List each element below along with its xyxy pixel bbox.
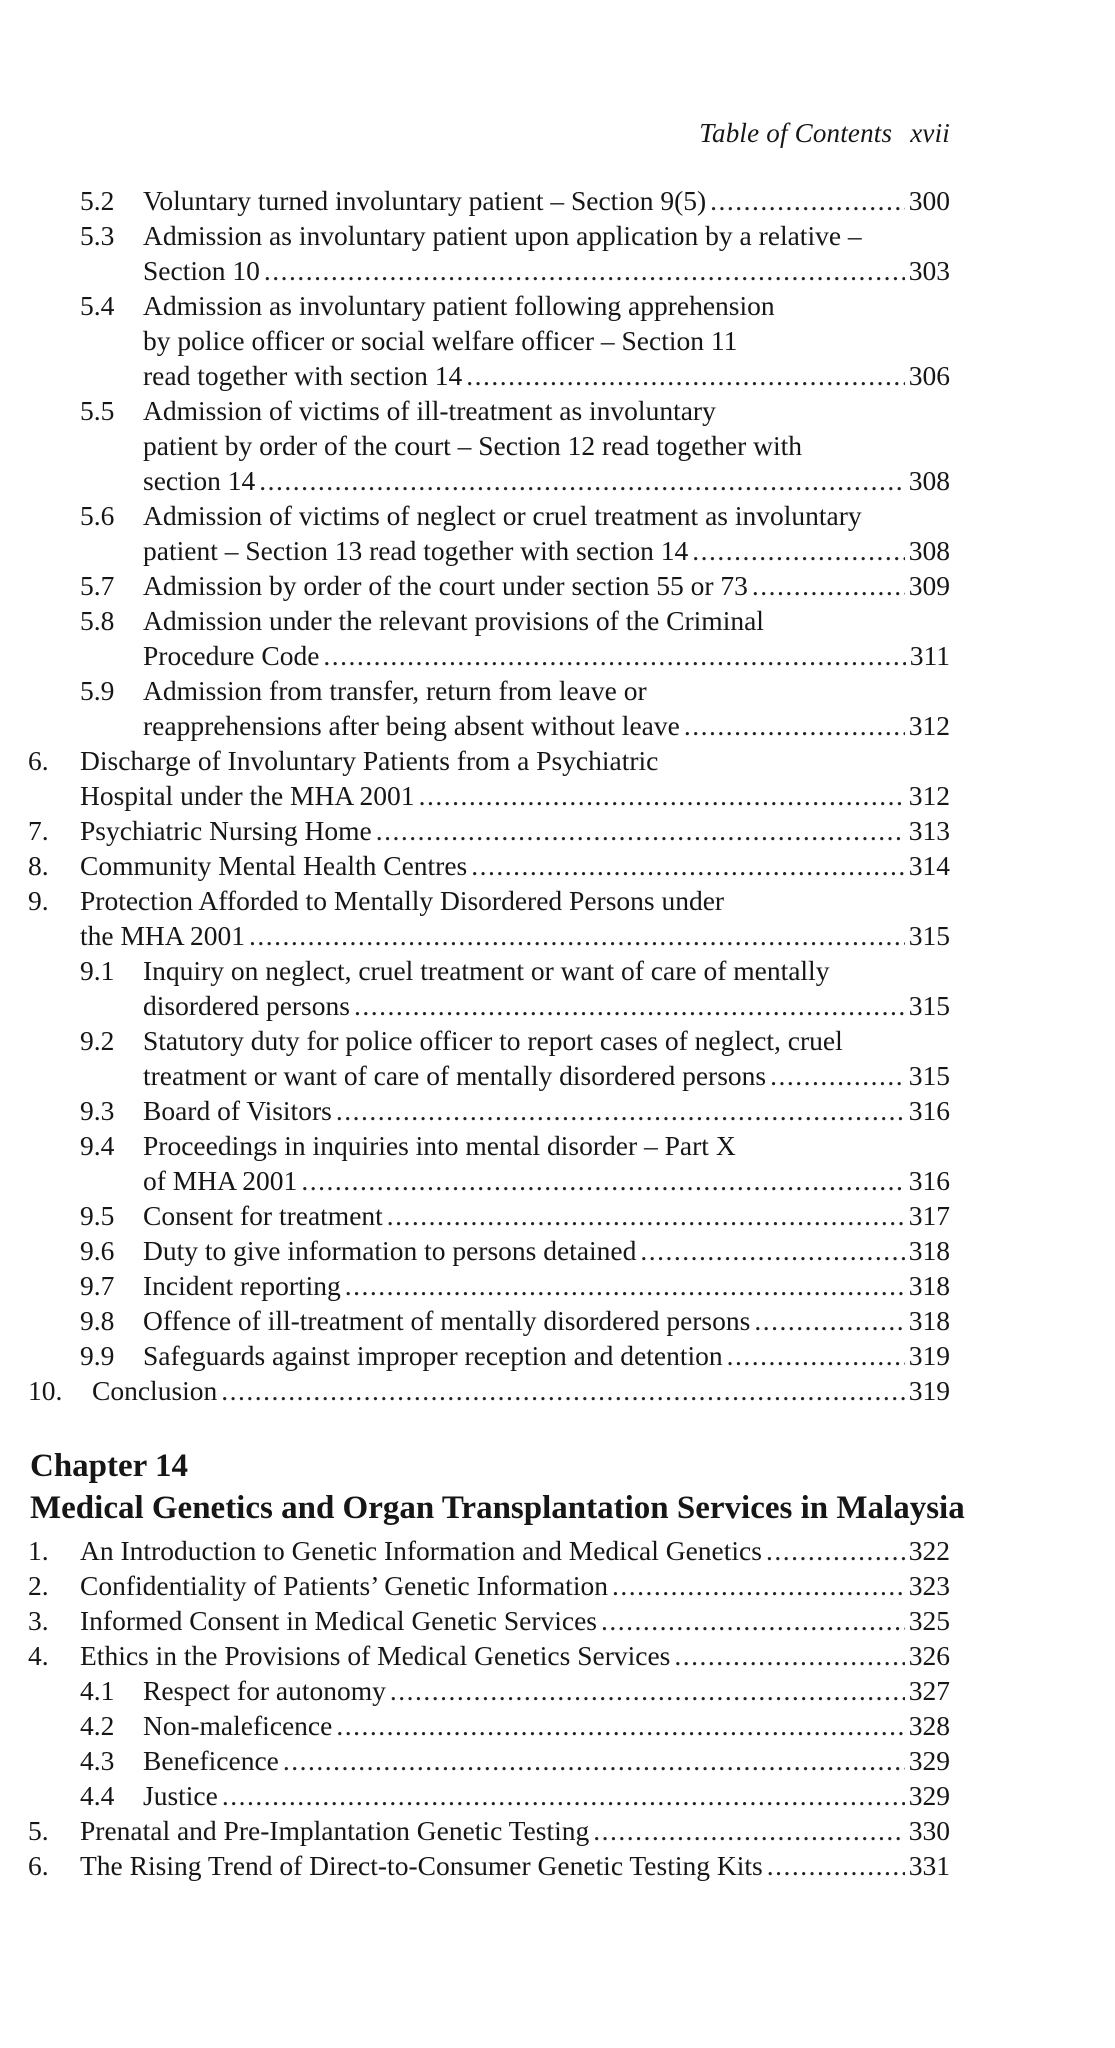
toc-entry-number: 5.2 — [80, 185, 115, 216]
toc-entry-number: 5.4 — [80, 290, 115, 321]
toc-entry-number: 3. — [28, 1605, 49, 1636]
toc-entry-number: 5.5 — [80, 395, 115, 426]
toc-entry-row — [143, 358, 950, 393]
toc-entry-text-line: Protection Afforded to Mentally Disordered Persons under — [80, 885, 725, 916]
toc-entry-page: 314 — [908, 850, 950, 881]
toc-entry-title: Offence of ill-treatment of mentally disordered persons — [143, 1305, 751, 1336]
dot-leader — [612, 1568, 905, 1603]
dot-leader — [754, 1303, 904, 1338]
toc-entry-number: 9. — [28, 885, 49, 916]
header-title: Table of Contents — [699, 118, 893, 148]
toc-entry — [0, 1848, 1115, 1883]
toc-entry-number: 4. — [28, 1640, 49, 1671]
toc-entry-title: Ethics in the Provisions of Medical Genetics Services — [80, 1640, 671, 1671]
toc-entry-text-line: Inquiry on neglect, cruel treatment or want of care of mentally — [143, 955, 830, 986]
toc-entry-page: 308 — [908, 465, 950, 496]
toc-entry-row — [143, 1233, 950, 1268]
toc-entry-title: Procedure Code — [143, 640, 320, 671]
toc-entry-page: 329 — [908, 1745, 950, 1776]
toc-entry-row — [80, 1813, 950, 1848]
toc-entry — [0, 1778, 1115, 1813]
toc-entry-row — [143, 183, 950, 218]
toc-entry-page: 328 — [908, 1710, 950, 1741]
toc-entry-number: 9.1 — [80, 955, 115, 986]
toc-entry-title: Beneficence — [143, 1745, 279, 1776]
toc-entry-page: 318 — [908, 1235, 950, 1266]
toc-entry-number: 9.5 — [80, 1200, 115, 1231]
toc-entry-row — [143, 1743, 950, 1778]
toc-entry-row — [143, 1268, 950, 1303]
dot-leader — [259, 463, 904, 498]
toc-entry-title: treatment or want of care of mentally disordered persons — [143, 1060, 767, 1091]
toc-entry-title: Board of Visitors — [143, 1095, 332, 1126]
dot-leader — [222, 1778, 905, 1813]
toc-entry-page: 315 — [908, 990, 950, 1021]
toc-entry-title: Conclusion — [92, 1375, 218, 1406]
toc-entry-number: 9.7 — [80, 1270, 115, 1301]
toc-entry-row — [143, 533, 950, 568]
toc-entry — [0, 1373, 1115, 1408]
toc-entry-page: 300 — [908, 185, 950, 216]
dot-leader — [301, 1163, 904, 1198]
dot-leader — [336, 1708, 904, 1743]
toc-entry-page: 316 — [908, 1095, 950, 1126]
toc-entry-title: the MHA 2001 — [80, 920, 245, 951]
toc-entry-number: 9.9 — [80, 1340, 115, 1371]
dot-leader — [770, 1058, 905, 1093]
toc-entry — [0, 953, 1115, 1023]
running-header — [0, 118, 950, 149]
toc-entry — [0, 393, 1115, 498]
toc-entry — [0, 603, 1115, 673]
toc-entry-page: 318 — [908, 1305, 950, 1336]
toc-entry — [0, 1533, 1115, 1568]
toc-entry-number: 4.1 — [80, 1675, 115, 1706]
toc-entry-title: Respect for autonomy — [143, 1675, 386, 1706]
toc-entry-text-line: Admission of victims of neglect or cruel treatment as involuntary — [143, 500, 862, 531]
toc-entry-number: 1. — [28, 1535, 49, 1566]
toc-entry-title: Informed Consent in Medical Genetic Services — [80, 1605, 597, 1636]
toc-entry-number: 2. — [28, 1570, 49, 1601]
toc-entry-page: 318 — [908, 1270, 950, 1301]
chapter-title: Medical Genetics and Organ Transplantation Services in Malaysia — [30, 1490, 965, 1526]
toc-entry-row — [143, 988, 950, 1023]
dot-leader — [674, 1638, 904, 1673]
toc-entry — [0, 183, 1115, 218]
toc-entry — [0, 1233, 1115, 1268]
toc-entry-page: 303 — [908, 255, 950, 286]
toc-entry-row — [143, 1338, 950, 1373]
toc-entry-text-line: patient by order of the court – Section 12 read together with — [143, 430, 803, 461]
toc-entry-number: 6. — [28, 745, 49, 776]
toc-entry-title: Non-maleficence — [143, 1710, 333, 1741]
dot-leader — [336, 1093, 905, 1128]
toc-entry-page: 306 — [908, 360, 950, 391]
toc-entry-title: of MHA 2001 — [143, 1165, 298, 1196]
toc-entry-page: 331 — [908, 1850, 950, 1881]
toc-entry-page: 311 — [909, 640, 950, 671]
toc-entry-title: Admission by order of the court under section 55 or 73 — [143, 570, 748, 601]
toc-entry — [0, 1673, 1115, 1708]
toc-entry-page: 319 — [908, 1340, 950, 1371]
toc-entry-row — [143, 568, 950, 603]
toc-entry-page: 327 — [908, 1675, 950, 1706]
toc-entry-row — [143, 1778, 950, 1813]
toc-entry-row — [80, 1533, 950, 1568]
toc-entry-row — [80, 918, 950, 953]
toc-entry-title: reapprehensions after being absent without leave — [143, 710, 680, 741]
dot-leader — [766, 1533, 905, 1568]
toc-entry-text-line: Admission under the relevant provisions of the Criminal — [143, 605, 764, 636]
toc-entry-number: 7. — [28, 815, 49, 846]
toc-entry-row — [143, 253, 950, 288]
dot-leader — [264, 253, 905, 288]
toc-entry-row — [80, 1638, 950, 1673]
toc-entry-row — [143, 463, 950, 498]
toc-entry — [0, 1708, 1115, 1743]
toc-entry-page: 315 — [908, 1060, 950, 1091]
toc-entry-row — [80, 778, 950, 813]
dot-leader — [249, 918, 905, 953]
toc-entry — [0, 1813, 1115, 1848]
toc-entry-text-line: Admission from transfer, return from leave or — [143, 675, 647, 706]
dot-leader — [466, 358, 905, 393]
toc-entry-number: 4.4 — [80, 1780, 115, 1811]
toc-entry-text-line: Statutory duty for police officer to report cases of neglect, cruel — [143, 1025, 843, 1056]
toc-entry-row — [80, 848, 950, 883]
toc-entry-title: Confidentiality of Patients’ Genetic Information — [80, 1570, 608, 1601]
toc-entry-title: Incident reporting — [143, 1270, 341, 1301]
toc-entry-text-line: Discharge of Involuntary Patients from a Psychiatric — [80, 745, 659, 776]
toc-entry-row — [143, 1163, 950, 1198]
chapter-label: Chapter 14 — [30, 1448, 188, 1484]
toc-entry-number: 6. — [28, 1850, 49, 1881]
toc-entry-title: disordered persons — [143, 990, 350, 1021]
toc-entry-text-line: Proceedings in inquiries into mental disorder – Part X — [143, 1130, 736, 1161]
toc-entry-page: 330 — [908, 1815, 950, 1846]
toc-entry-page: 312 — [908, 710, 950, 741]
toc-entry-text-line: Admission as involuntary patient following apprehension — [143, 290, 775, 321]
toc-entry-title: Consent for treatment — [143, 1200, 383, 1231]
toc-entry — [0, 1638, 1115, 1673]
toc-entry-row — [143, 1303, 950, 1338]
toc-entry-number: 5.6 — [80, 500, 115, 531]
toc-entry-title: section 14 — [143, 465, 256, 496]
toc-entry-number: 9.8 — [80, 1305, 115, 1336]
toc-entry-page: 317 — [908, 1200, 950, 1231]
toc-entry-row — [80, 1603, 950, 1638]
header-page-number: xvii — [910, 118, 950, 148]
toc-entry-row — [143, 1673, 950, 1708]
dot-leader — [601, 1603, 905, 1638]
dot-leader — [354, 988, 905, 1023]
toc-entry — [0, 1268, 1115, 1303]
toc-entry-number: 5.3 — [80, 220, 115, 251]
dot-leader — [419, 778, 905, 813]
toc-entry-title: patient – Section 13 read together with section 14 — [143, 535, 689, 566]
dot-leader — [727, 1338, 905, 1373]
dot-leader — [593, 1813, 905, 1848]
toc-entry-number: 5.8 — [80, 605, 115, 636]
toc-entry-page: 308 — [908, 535, 950, 566]
toc-entry — [0, 1303, 1115, 1338]
toc-entry-title: read together with section 14 — [143, 360, 463, 391]
toc-entry-text-line: by police officer or social welfare officer – Section 11 — [143, 325, 738, 356]
toc-entry — [0, 218, 1115, 288]
toc-entry-title: The Rising Trend of Direct-to-Consumer Genetic Testing Kits — [80, 1850, 763, 1881]
toc-entry-title: Voluntary turned involuntary patient – Section 9(5) — [143, 185, 707, 216]
toc-entry-page: 313 — [908, 815, 950, 846]
dot-leader — [345, 1268, 905, 1303]
toc-entry-page: 329 — [908, 1780, 950, 1811]
toc-entry-number: 5.7 — [80, 570, 115, 601]
dot-leader — [221, 1373, 904, 1408]
toc-entry-row — [80, 1568, 950, 1603]
dot-leader — [387, 1198, 905, 1233]
toc-entry-page: 315 — [908, 920, 950, 951]
toc-entry-row — [143, 1093, 950, 1128]
toc-entry — [0, 883, 1115, 953]
dot-leader — [283, 1743, 905, 1778]
toc-entry-number: 8. — [28, 850, 49, 881]
toc-entry-number: 5.9 — [80, 675, 115, 706]
toc-entry — [0, 568, 1115, 603]
toc-entry-number: 9.2 — [80, 1025, 115, 1056]
dot-leader — [767, 1848, 905, 1883]
toc-entry-page: 309 — [908, 570, 950, 601]
toc-entry-page: 325 — [908, 1605, 950, 1636]
toc-entry — [0, 813, 1115, 848]
toc-entry — [0, 1128, 1115, 1198]
toc-entry-page: 319 — [908, 1375, 950, 1406]
dot-leader — [684, 708, 905, 743]
toc-entry-number: 9.4 — [80, 1130, 115, 1161]
toc-entry-row — [143, 638, 950, 673]
toc-entry-row — [143, 708, 950, 743]
dot-leader — [640, 1233, 904, 1268]
toc-entry-title: Safeguards against improper reception and detention — [143, 1340, 723, 1371]
toc-entry-title: Community Mental Health Centres — [80, 850, 468, 881]
toc-entry-number: 5. — [28, 1815, 49, 1846]
toc-entry — [0, 673, 1115, 743]
dot-leader — [752, 568, 905, 603]
toc-entry-row — [80, 1848, 950, 1883]
toc-entry-number: 4.3 — [80, 1745, 115, 1776]
toc-entry-title: Hospital under the MHA 2001 — [80, 780, 415, 811]
toc-entry-title: Psychiatric Nursing Home — [80, 815, 372, 846]
toc-entry-number: 9.3 — [80, 1095, 115, 1126]
toc-entry-title: Duty to give information to persons detained — [143, 1235, 637, 1266]
dot-leader — [471, 848, 905, 883]
toc-entry-page: 316 — [908, 1165, 950, 1196]
toc-entry-title: Prenatal and Pre-Implantation Genetic Testing — [80, 1815, 590, 1846]
toc-entry-title: Section 10 — [143, 255, 260, 286]
toc-entry — [0, 288, 1115, 393]
toc-entry-page: 322 — [908, 1535, 950, 1566]
toc-entry — [0, 743, 1115, 813]
toc-entry — [0, 1198, 1115, 1233]
toc-entry-page: 312 — [908, 780, 950, 811]
toc-entry-row — [143, 1708, 950, 1743]
toc-entry — [0, 1023, 1115, 1093]
toc-entry — [0, 1093, 1115, 1128]
toc-entry — [0, 1568, 1115, 1603]
dot-leader — [710, 183, 905, 218]
dot-leader — [692, 533, 904, 568]
toc-entry-row — [143, 1058, 950, 1093]
toc-entry-row — [92, 1373, 950, 1408]
toc-entry-number: 10. — [28, 1375, 63, 1406]
toc-entry-title: Justice — [143, 1780, 218, 1811]
dot-leader — [390, 1673, 905, 1708]
dot-leader — [323, 638, 905, 673]
toc-entry-number: 4.2 — [80, 1710, 115, 1741]
toc-entry-title: An Introduction to Genetic Information and Medical Genetics — [80, 1535, 762, 1566]
toc-entry-page: 323 — [908, 1570, 950, 1601]
toc-entry — [0, 1603, 1115, 1638]
toc-entry-text-line: Admission as involuntary patient upon application by a relative – — [143, 220, 862, 251]
toc-entry-page: 326 — [908, 1640, 950, 1671]
toc-entry-row — [80, 813, 950, 848]
toc-entry-number: 9.6 — [80, 1235, 115, 1266]
toc-entry — [0, 1338, 1115, 1373]
toc-entry — [0, 1743, 1115, 1778]
dot-leader — [376, 813, 905, 848]
toc-entry-row — [143, 1198, 950, 1233]
toc-entry — [0, 498, 1115, 568]
toc-entry-text-line: Admission of victims of ill-treatment as involuntary — [143, 395, 716, 426]
toc-entry — [0, 848, 1115, 883]
